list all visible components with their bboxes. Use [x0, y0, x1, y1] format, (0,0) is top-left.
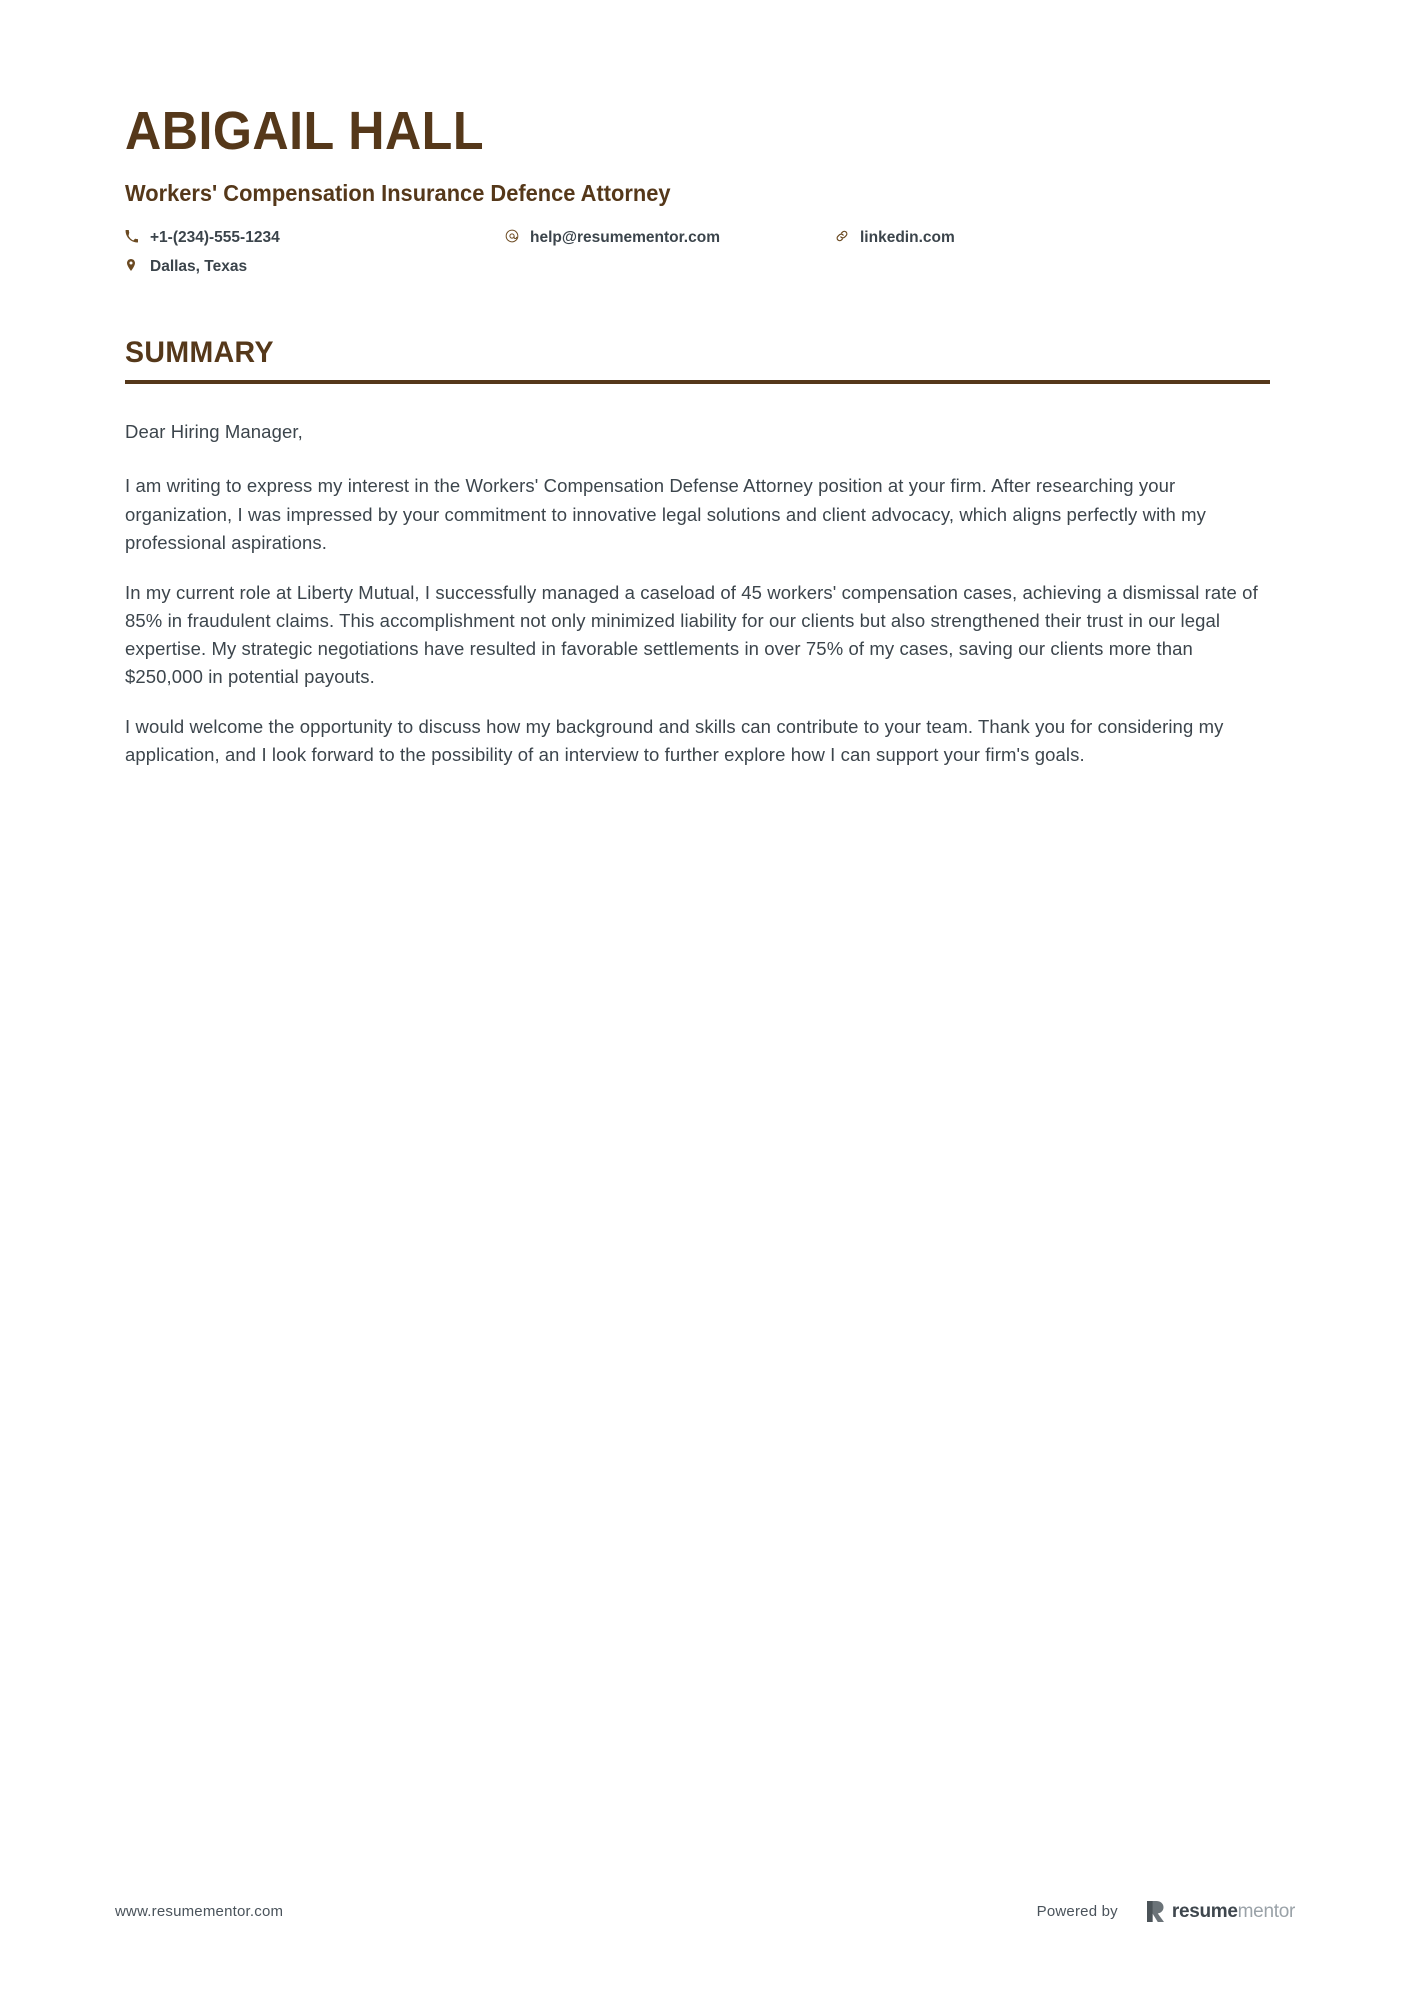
- email-icon: [505, 229, 522, 243]
- resumementor-logo[interactable]: [1146, 1900, 1295, 1923]
- contact-email[interactable]: [505, 228, 835, 248]
- candidate-name: ABIGAIL HALL: [125, 101, 484, 161]
- contact-info: [125, 228, 1270, 277]
- contact-phone-label: +1-(234)-555-1234: [150, 228, 280, 246]
- contact-phone[interactable]: [125, 228, 505, 248]
- contact-email-label: help@resumementor.com: [530, 228, 720, 246]
- letter-paragraph-3: I would welcome the opportunity to discuss how my background and skills can contribute to your team. Thank you for considering my application, and I look forward to the possibility of an interview to further explore how I can support your firm's goals.: [125, 716, 1224, 766]
- link-icon: [835, 229, 852, 243]
- document-footer: [115, 1900, 1295, 1923]
- section-title-summary: SUMMARY: [125, 335, 274, 369]
- letter-paragraph-1: I am writing to express my interest in the Workers' Compensation Defense Attorney position at your firm. After researching your organization, I was impressed by your commitment to innovative legal solutions and client advocacy, which aligns perfectly with my professional aspirations.: [125, 475, 1207, 553]
- powered-by-label: Powered by: [1036, 1903, 1118, 1920]
- brand-name-light: mentor: [1237, 1901, 1295, 1922]
- resumementor-mark-icon: [1146, 1900, 1165, 1923]
- contact-location: [125, 257, 505, 277]
- page-content: [125, 0, 1270, 769]
- section-summary: [125, 337, 1270, 770]
- letter-greeting: Dear Hiring Manager,: [125, 421, 303, 443]
- map-pin-icon: [125, 258, 142, 272]
- brand-name-strong: resume: [1171, 1901, 1238, 1922]
- contact-location-label: Dallas, Texas: [150, 257, 248, 275]
- contact-linkedin[interactable]: [835, 228, 955, 248]
- candidate-job-title: Workers' Compensation Insurance Defence Attorney: [125, 180, 671, 206]
- footer-branding: [1037, 1900, 1295, 1923]
- section-divider: [125, 380, 1270, 384]
- letter-paragraph-2: In my current role at Liberty Mutual, I successfully managed a caseload of 45 workers' compensation cases, achieving a dismissal rate of 85% in fraudulent claims. This accomplishment not only minimized liability for our clients but also strengthened their trust in our legal expertise. My strategic negotiations have resulted in favorable settlements in over 75% of my cases, saving our clients more than $250,000 in potential payouts.: [125, 581, 1258, 688]
- contact-linkedin-label: linkedin.com: [860, 228, 955, 246]
- footer-website-url[interactable]: www.resumementor.com: [115, 1903, 284, 1920]
- contact-row-secondary: [125, 257, 1270, 277]
- phone-icon: [125, 230, 142, 243]
- summary-body: [125, 418, 1270, 769]
- document-header: [125, 0, 1270, 277]
- contact-row-primary: [125, 228, 1270, 248]
